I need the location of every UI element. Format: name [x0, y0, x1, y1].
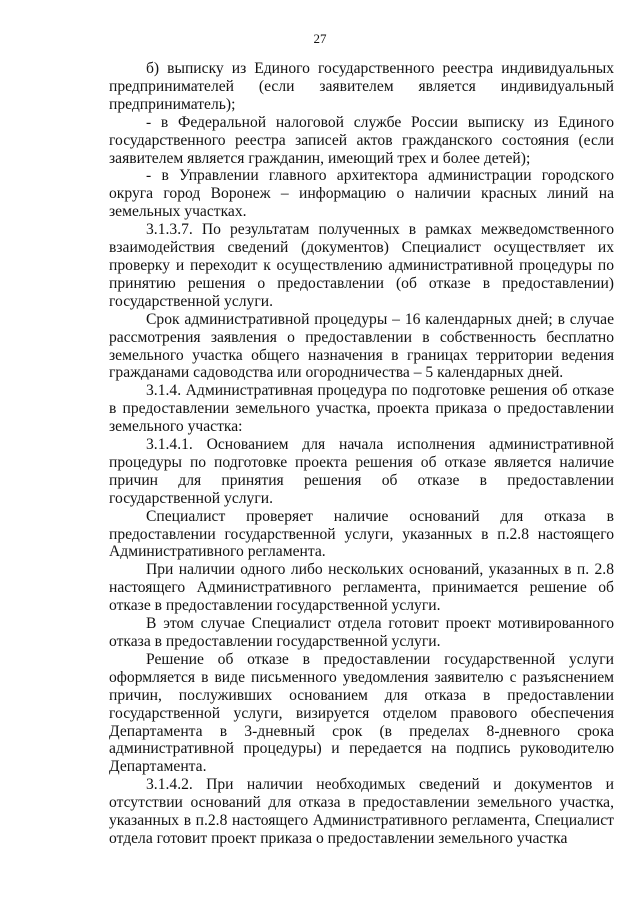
- paragraph: 3.1.4.2. При наличии необходимых сведений и документов и отсутствии оснований для отказа в предоставлении земельного участка, указанных в п.2.8 настоящего Административного регламента, Специалист отдела готовит проект приказа о предоставлении земельного участка: [109, 776, 614, 847]
- paragraph: - в Федеральной налоговой службе России выписку из Единого государственного реестра записей актов гражданского состояния (если заявителем является гражданин, имеющий трех и более детей);: [109, 113, 614, 167]
- paragraph: При наличии одного либо нескольких оснований, указанных в п. 2.8 настоящего Административного регламента, принимается решение об отказе в предоставлении государственной услуги.: [109, 561, 614, 615]
- page-number: 27: [313, 31, 327, 46]
- document-body: [109, 60, 614, 848]
- paragraph: Срок административной процедуры – 16 календарных дней; в случае рассмотрения заявления о предоставлении в собственность бесплатно земельного участка общего назначения в границах территории ведения гражданами садоводства или огородничества – 5 календарных дней.: [109, 310, 614, 382]
- paragraph: Решение об отказе в предоставлении государственной услуги оформляется в виде письменного уведомления заявителю с разъяснением причин, послуживших основанием для отказа в предоставлении государственной услуги, визируется отделом правового обеспечения Департамента в 3-дневный срок (в пределах 8-дневного срока административной процедуры) и передается на подпись руководителю Департамента.: [109, 650, 614, 776]
- paragraph: 3.1.3.7. По результатам полученных в рамках межведомственного взаимодействия сведений (документов) Специалист осуществляет их проверку и переходит к осуществлению административной процедуры по принятию решения о предоставлении (об отказе в предоставлении) государственной услуги.: [109, 221, 614, 310]
- paragraph: - в Управлении главного архитектора администрации городского округа город Воронеж – информацию о наличии красных линий на земельных участках.: [109, 167, 614, 221]
- paragraph: В этом случае Специалист отдела готовит проект мотивированного отказа в предоставлении государственной услуги.: [109, 615, 614, 650]
- paragraph: 3.1.4.1. Основанием для начала исполнения административной процедуры по подготовке проекта решения об отказе является наличие причин для принятия решения об отказе в предоставлении государственной услуги.: [109, 436, 614, 507]
- paragraph: 3.1.4. Административная процедура по подготовке решения об отказе в предоставлении земельного участка, проекта приказа о предоставлении земельного участка:: [109, 382, 614, 436]
- paragraph: Специалист проверяет наличие оснований для отказа в предоставлении государственной услуги, указанных в п.2.8 настоящего Административного регламента.: [109, 507, 614, 561]
- paragraph: б) выписку из Единого государственного реестра индивидуальных предпринимателей (если заявителем является индивидуальный предприниматель);: [109, 60, 614, 113]
